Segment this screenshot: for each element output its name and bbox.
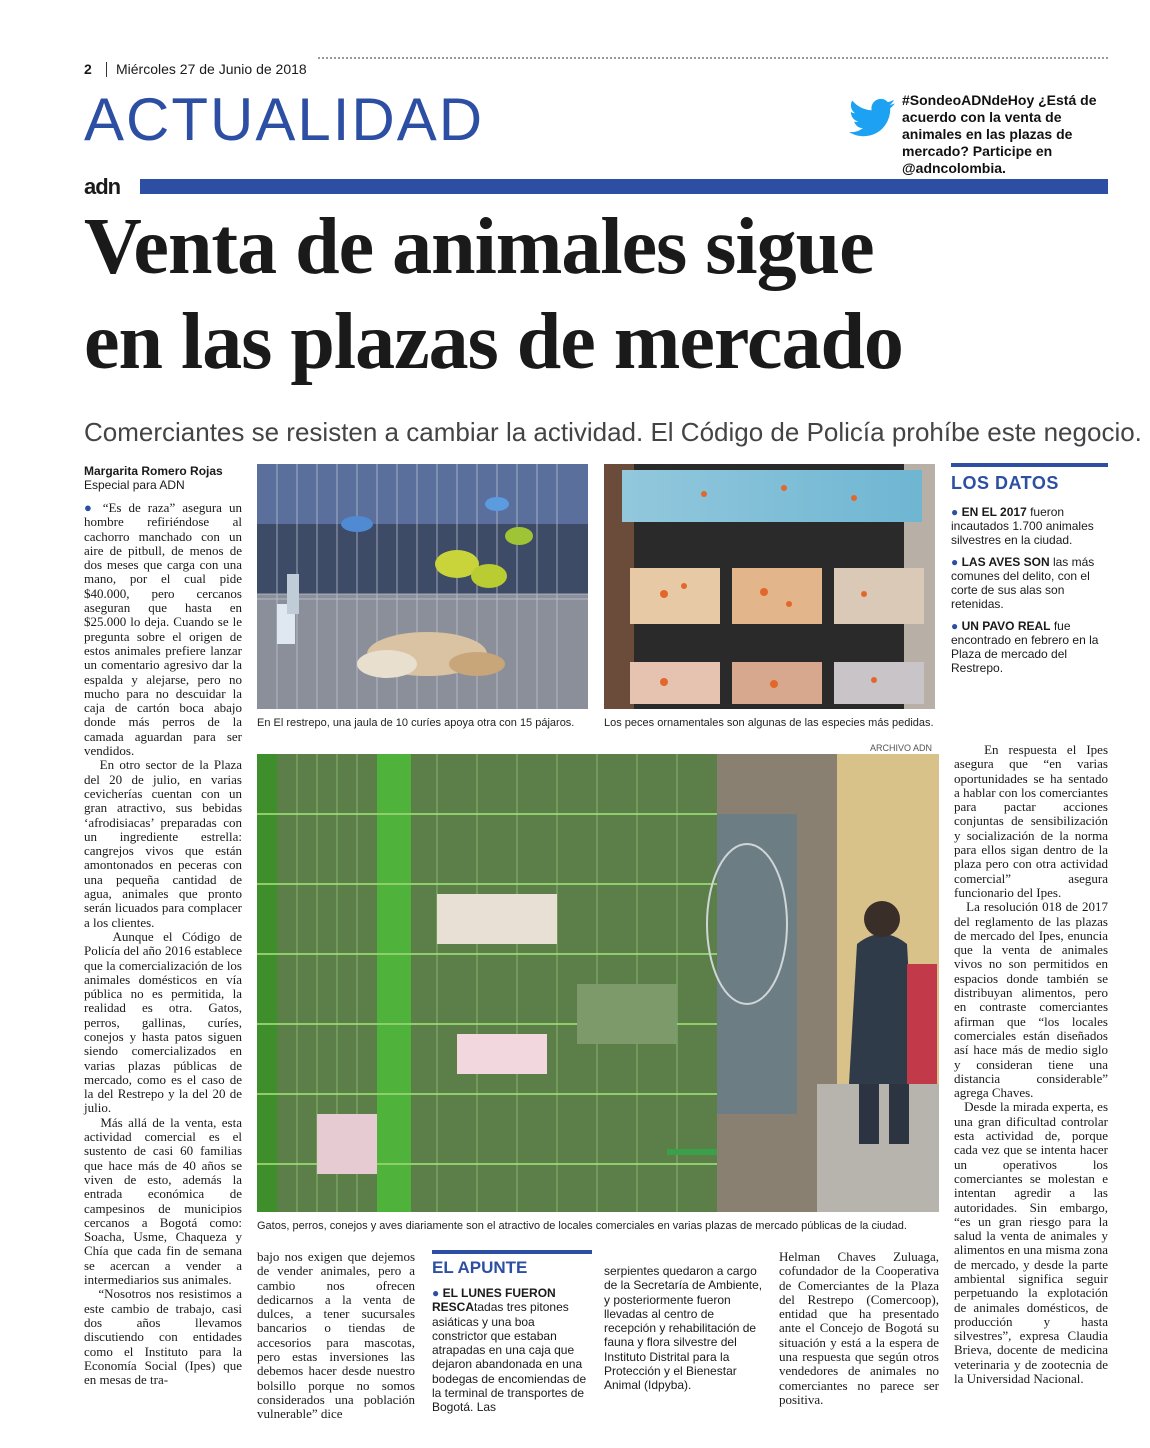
page-number-divider: [106, 62, 107, 77]
poll-promo: [902, 92, 1102, 177]
page-number: 2: [84, 61, 92, 77]
los-datos-list: [951, 505, 1108, 683]
article-column-6: [954, 743, 1108, 1386]
page-date: Miércoles 27 de Junio de 2018: [116, 61, 307, 77]
paragraph: Más allá de la venta, esta actividad comercial es el sustento de casi 60 familias que hace más de 40 años se viven de esto, además la entrada económica de campesinos de municipios cercanos a Bogotá como: Soacha, Usme, Chaqueza y Chía que cada fin de semana se acercan a vender a intermediarios sus animales.: [84, 1114, 242, 1288]
el-apunte-title: EL APUNTE: [432, 1258, 528, 1277]
paragraph: La resolución 018 de 2017 del reglamento de las plazas de mercado del Ipes, enuncia que la venta de animales vivos no son permitidos en espacios donde también se distribuyan alimentos, pero en contraste comerciantes afirman que “los locales comerciales están diseñados así hace más de medio siglo y consideran tiene una distancia considerable” agrega Chaves.: [954, 899, 1108, 1101]
los-datos-item: ● UN PAVO REAL fue encontrado en febrero en la Plaza de mercado del Restrepo.: [951, 619, 1099, 675]
article-column-5: [779, 1250, 939, 1407]
bullet-icon: ●: [951, 505, 962, 519]
paragraph: ● “Es de raza” asegura un hombre refiriéndose al cachorro manchado con un aire de pitbull, de menos de dos meses que carga con una mano, por el cual pide $40.000, pero cercanos aseguran que hasta en $25.000 lo deja. Cuando se le pregunta sobre el origen de estos animales prefiere lanzar un comentario agresivo dar la espalda y alejarse, pero no mucho para no descuidar la caja de cartón boca abajo donde más perros de la camada aguardan para ser vendidos.: [84, 500, 242, 759]
paragraph: Desde la mirada experta, es una gran dificultad controlar esta actividad de, porque cada vez que se intenta hacer un operativos los comerciantes se molestan e intentan agredir a las autoridades. Sin embargo, “es un gran riesgo para la salud la venta de animales y alimentos en una misma zona de mercado, y desde la parte ambiental significa seguir perpetuando la explotación de animales domésticos, de producción y hasta silvestres”, expresa Claudia Brieva, docente de medicina veterinaria y de zootecnia de la Universidad Nacional.: [954, 1099, 1109, 1387]
header-dotted-rule: [318, 57, 1108, 59]
el-apunte-text: ● EL LUNES FUERON RESCAtadas tres pitones asiáticas y una boa constrictor que estaban atrapadas en una caja que dejaron abandonada en una bodegas de encomiendas de la terminal de transportes de Bogotá. Las: [432, 1286, 587, 1415]
paragraph: bajo nos exigen que dejemos de vender animales, pero a cambio nos ofrecen dedicarnos a la venta de dulces, a tener sucursales bancarios o tiendas de accesorios para mascotas, pero estas inversiones las debemos hacer desde nuestro bolsillo porque no somos considerados una población vulnerable” dice: [257, 1249, 415, 1422]
los-datos-item: ● LAS AVES SON las más comunes del delito, con el corte de sus alas son retenidas.: [951, 555, 1095, 611]
los-datos-title: LOS DATOS: [951, 473, 1059, 493]
photo-market-stalls-caption: Gatos, perros, conejos y aves diariamente son el atractivo de locales comerciales en varias plazas de mercado públicas de la ciudad.: [257, 1220, 907, 1232]
paragraph: Aunque el Código de Policía del año 2016 establece que la comercialización de los animales domésticos en vía pública no es permitida, la realidad es otra. Gatos, perros, gallinas, curíes, conejos y hasta patos siguen siendo comercializados en varias plazas públicas de mercado, como es el caso de la del Restrepo y la del 20 de julio.: [84, 928, 242, 1116]
el-apunte-continuation: serpientes quedaron a cargo de la Secretaría de Ambiente, y posteriormente fueron llevadas al centro de recepción y rehabilitación de fauna y flora silvestre del Instituto Distrital para la Protección y el Bienestar Animal (Idpyba).: [604, 1264, 763, 1393]
poll-question: ¿Está de acuerdo con la venta de animales en las plazas de mercado? Participe en @adncolombia.: [902, 92, 1097, 176]
article-deck: Comerciantes se resisten a cambiar la actividad. El Código de Policía prohíbe este negocio.: [84, 417, 1142, 447]
photo-bird-cages: [257, 464, 588, 709]
paragraph: En respuesta el Ipes asegura que “en varias oportunidades se ha sentado a hablar con los comerciantes para pactar acciones conjuntas de sensibilización y socialización de la norma para ellos sigan dentro de la plaza pero con otra actividad comercial” asegura funcionario del Ipes.: [954, 742, 1108, 900]
headline-line-1: Venta de animales sigue: [84, 203, 874, 291]
photo-credit: ARCHIVO ADN: [870, 743, 933, 753]
photo-market-stalls: [257, 754, 939, 1212]
bullet-icon: ●: [432, 1286, 443, 1300]
author-name: Margarita Romero Rojas: [84, 464, 223, 478]
section-title: ACTUALIDAD: [84, 86, 485, 153]
photo-bird-cages-caption: En El restrepo, una jaula de 10 curíes apoya otra con 15 pájaros.: [257, 717, 575, 729]
paragraph: “Nosotros nos resistimos a este cambio de trabajo, casi dos años llevamos discutiendo con entidades como el Instituto para la Economía Social (Ipes) que en mesas de tra-: [84, 1286, 242, 1388]
author-role: Especial para ADN: [84, 478, 185, 492]
brand-bar: [140, 179, 1108, 194]
headline-line-2: en las plazas de mercado: [84, 298, 903, 386]
bullet-icon: ●: [84, 500, 103, 515]
twitter-bird-icon: [849, 98, 895, 138]
article-column-1: [84, 501, 242, 1387]
article-column-2: [257, 1250, 415, 1422]
el-apunte-rule: [432, 1250, 592, 1254]
paragraph: En otro sector de la Plaza del 20 de julio, en varias cevicherías cuentan con un gran atractivo, sus bebidas ‘afrodisiacas’ preparadas con un ingrediente estrella: cangrejos vivos que están amontonados en peceras con una pequeña cantidad de agua, animales que pronto serán licuados para complacer a los clientes.: [84, 757, 243, 930]
paragraph: Helman Chaves Zuluaga, cofundador de la Cooperativa de Comerciantes de la Plaza del Restrepo (Comercoop), entidad que ha presentado ante el Concejo de Bogotá su situación y está a la espera de una respuesta que según otros vendedores de animales no comerciantes no parece ser positiva.: [779, 1249, 939, 1407]
bullet-icon: ●: [951, 619, 962, 633]
photo-fish-tanks-caption: Los peces ornamentales son algunas de las especies más pedidas.: [604, 717, 934, 729]
adn-logo: adn: [84, 174, 121, 199]
photo-fish-tanks: [604, 464, 935, 709]
poll-hashtag: #SondeoADNdeHoy: [902, 92, 1035, 108]
los-datos-item: ● EN EL 2017 fueron incautados 1.700 animales silvestres en la ciudad.: [951, 505, 1094, 547]
article-headline: [84, 200, 1114, 390]
bullet-icon: ●: [951, 555, 962, 569]
